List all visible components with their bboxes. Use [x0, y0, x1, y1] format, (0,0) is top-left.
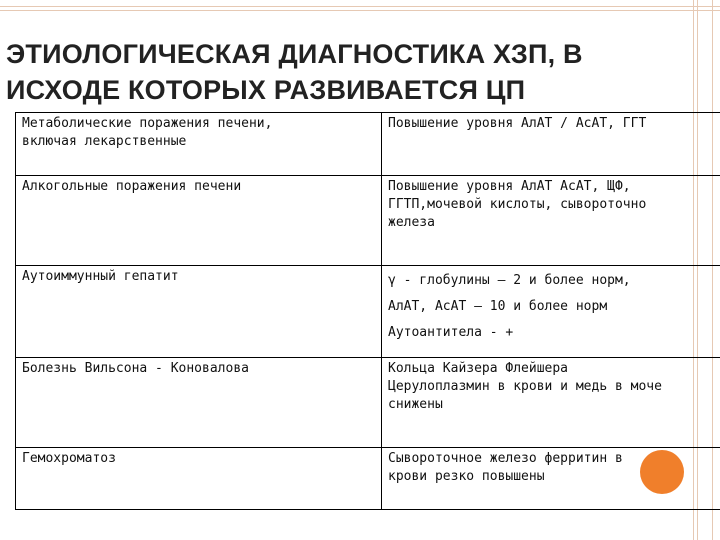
slide-title	[6, 36, 706, 108]
table-row	[16, 113, 720, 176]
table-row	[16, 448, 720, 510]
orange-circle-decoration	[640, 450, 684, 494]
frame-line	[0, 6, 720, 7]
table-row	[16, 266, 720, 358]
table-row	[16, 358, 720, 448]
cell-line: Метаболические поражения печени,	[22, 116, 273, 131]
cell-line: Повышение уровня АлАТ / АсАТ, ГГТ	[388, 116, 647, 131]
condition-cell	[16, 358, 382, 448]
findings-cell	[382, 113, 720, 176]
cell-line: ГГТП,мочевой кислоты, сывороточно	[388, 197, 647, 212]
cell-line: Гемохроматоз	[22, 451, 116, 466]
cell-line: АлАТ, АсАТ – 10 и более норм	[388, 299, 608, 314]
cell-line: железа	[388, 215, 435, 230]
condition-cell	[16, 113, 382, 176]
condition-cell	[16, 448, 382, 510]
cell-line: Аутоантитела - +	[388, 325, 514, 340]
cell-line: γ - глобулины – 2 и более норм,	[388, 273, 631, 288]
cell-line: Повышение уровня АлАТ АсАТ, ЩФ,	[388, 179, 631, 194]
cell-line: включая лекарственные	[22, 134, 187, 149]
frame-line	[0, 10, 720, 11]
table-row	[16, 176, 720, 266]
findings-cell	[382, 358, 720, 448]
cell-line: крови резко повышены	[388, 469, 545, 484]
diagnostics-table	[15, 112, 720, 510]
findings-cell	[382, 266, 720, 358]
findings-cell	[382, 176, 720, 266]
cell-line: Кольца Кайзера Флейшера	[388, 361, 569, 376]
slide-title-line: ИСХОДЕ КОТОРЫХ РАЗВИВАЕТСЯ ЦП	[6, 75, 526, 105]
cell-line: Сывороточное железо ферритин в	[388, 451, 623, 466]
condition-cell	[16, 266, 382, 358]
condition-cell	[16, 176, 382, 266]
slide-title-line: ЭТИОЛОГИЧЕСКАЯ ДИАГНОСТИКА ХЗП, В	[6, 39, 583, 69]
cell-line: Болезнь Вильсона - Коновалова	[22, 361, 249, 376]
cell-line: Аутоиммунный гепатит	[22, 269, 179, 284]
cell-line: Церулоплазмин в крови и медь в моче	[388, 379, 662, 394]
cell-line: Алкогольные поражения печени	[22, 179, 242, 194]
cell-line: снижены	[388, 397, 443, 412]
